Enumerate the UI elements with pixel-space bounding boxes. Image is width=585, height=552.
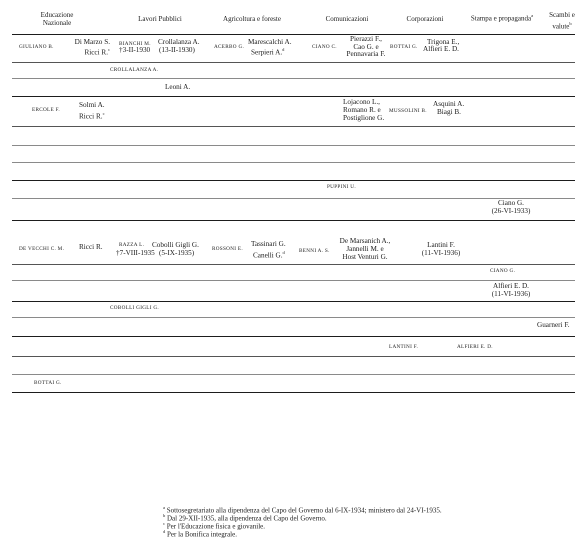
- minister-bianchi: BIANCHI M.: [119, 41, 151, 47]
- undersecretary-alfieri-2: Alfieri E. D.: [493, 282, 529, 290]
- row-rule: [12, 145, 575, 146]
- header-lavori-pubblici: Lavori Pubblici: [138, 15, 182, 23]
- bianchi-date: †3-II-1930: [119, 46, 151, 54]
- header-rule: [12, 34, 575, 35]
- row-rule: [12, 126, 575, 127]
- minister-de-vecchi: DE VECCHI C. M.: [19, 246, 65, 252]
- header-comunicazioni: Comunicazioni: [325, 15, 369, 23]
- row-rule: [12, 180, 575, 181]
- minister-giuliano: GIULIANO B.: [19, 44, 54, 50]
- alfieri-2-date: (11-VI-1936): [491, 290, 531, 298]
- undersecretary-marescalchi: Marescalchi A.: [248, 38, 292, 46]
- row-rule: [12, 62, 575, 63]
- undersecretary-biagi: Biagi B.: [437, 108, 461, 116]
- undersecretary-di-marzo: Di Marzo S.: [74, 38, 110, 46]
- minister-rossoni: ROSSONI E.: [212, 246, 243, 252]
- footnote-c: $^c$ Per l'Educazione fisica e giovanile.: [163, 521, 265, 531]
- undersecretary-pierazzi: Pierazzi F.,: [350, 35, 382, 43]
- undersecretary-lantini: Lantini F.: [427, 241, 455, 249]
- row-rule: [12, 220, 575, 221]
- minister-puppini: PUPPINI U.: [327, 184, 356, 190]
- footnote-b: $^b$ Dal 29-XII-1935, alla dipendenza del Capo del Governo.: [163, 513, 327, 523]
- cobolli-date: (5-IX-1935): [159, 249, 195, 257]
- row-rule: [12, 280, 575, 281]
- undersecretary-jannelli: Jannelli M. e: [346, 245, 384, 253]
- minister-alfieri: ALFIERI E. D.: [457, 344, 493, 350]
- undersecretary-solmi: Solmi A.: [79, 101, 105, 109]
- minister-benni: BENNI A. S.: [299, 248, 330, 254]
- footnote-a: $^a$ Sottosegretariato alla dipendenza del Capo del Governo dal 6-IX-1934; ministero dal 24-VI-1935.: [163, 505, 442, 515]
- undersecretary-lojacono: Lojacono L.,: [343, 98, 380, 106]
- row-rule: [12, 336, 575, 337]
- undersecretary-alfieri-1: Alfieri E. D.: [423, 45, 459, 53]
- row-rule: [12, 264, 575, 265]
- undersecretary-host-venturi: Host Venturi G.: [342, 253, 388, 261]
- row-rule: [12, 78, 575, 79]
- header-stampa-propaganda: Stampa e propaganda$^a$: [470, 13, 534, 23]
- undersecretary-cao: Cao G. e: [353, 43, 379, 51]
- ciano-g-date: (26-VI-1933): [491, 207, 531, 215]
- undersecretary-romano: Romano R. e: [343, 106, 381, 114]
- undersecretary-pennavaria: Pennavaria F.: [346, 50, 386, 58]
- minister-ciano-g: CIANO G.: [490, 268, 516, 274]
- undersecretary-cobolli-gigli: Cobolli Gigli G.: [152, 241, 199, 249]
- undersecretary-asquini: Asquini A.: [433, 100, 465, 108]
- row-rule: [12, 198, 575, 199]
- row-rule: [12, 356, 575, 357]
- row-rule: [12, 392, 575, 393]
- undersecretary-ricci-3: Ricci R.: [79, 243, 103, 251]
- minister-mussolini: MUSSOLINI B.: [389, 108, 427, 114]
- row-rule: [12, 317, 575, 318]
- undersecretary-crollalanza: Crollalanza A.: [158, 38, 200, 46]
- crollalanza-date: (13-II-1930): [159, 46, 195, 54]
- minister-bottai-2: BOTTAI G.: [34, 380, 62, 386]
- minister-ciano-c: CIANO C.: [312, 44, 337, 50]
- minister-ercole: ERCOLE F.: [32, 107, 60, 113]
- footnote-d: $^d$ Per la Bonifica integrale.: [163, 529, 237, 539]
- minister-acerbo: ACERBO G.: [214, 44, 245, 50]
- razza-date: †7-VIII-1935: [116, 249, 155, 257]
- undersecretary-tassinari: Tassinari G.: [251, 240, 286, 248]
- undersecretary-ciano-g: Ciano G.: [498, 199, 524, 207]
- minister-cobolli-gigli: COBOLLI GIGLI G.: [110, 305, 160, 311]
- row-rule: [12, 374, 575, 375]
- minister-bottai-1: BOTTAI G.: [390, 44, 418, 50]
- undersecretary-de-marsanich: De Marsanich A.,: [339, 237, 391, 245]
- undersecretary-guarneri: Guarneri F.: [537, 321, 570, 329]
- row-rule: [12, 96, 575, 97]
- undersecretary-ricci-1: Ricci R.$^c$: [84, 47, 110, 57]
- row-rule: [12, 162, 575, 163]
- row-rule: [12, 301, 575, 302]
- undersecretary-leoni: Leoni A.: [165, 83, 191, 91]
- undersecretary-ricci-2: Ricci R.$^c$: [79, 111, 105, 121]
- header-agricoltura: Agricoltura e foreste: [223, 15, 281, 23]
- undersecretary-canelli: Canelli G.$^d$: [253, 250, 285, 260]
- minister-lantini: LANTINI F.: [389, 344, 419, 350]
- lantini-date: (11-VI-1936): [421, 249, 461, 257]
- minister-razza: RAZZA L.: [119, 242, 145, 248]
- minister-crollalanza: CROLLALANZA A.: [110, 67, 159, 73]
- header-scambi-valute: Scambi e valute$^b$: [549, 11, 575, 30]
- undersecretary-serpieri: Serpieri A.$^d$: [251, 47, 285, 57]
- header-corporazioni: Corporazioni: [406, 15, 444, 23]
- undersecretary-postiglione: Postiglione G.: [343, 114, 385, 122]
- undersecretary-trigona: Trigona E.,: [427, 38, 460, 46]
- header-educazione-nazionale: Educazione Nazionale: [40, 11, 74, 27]
